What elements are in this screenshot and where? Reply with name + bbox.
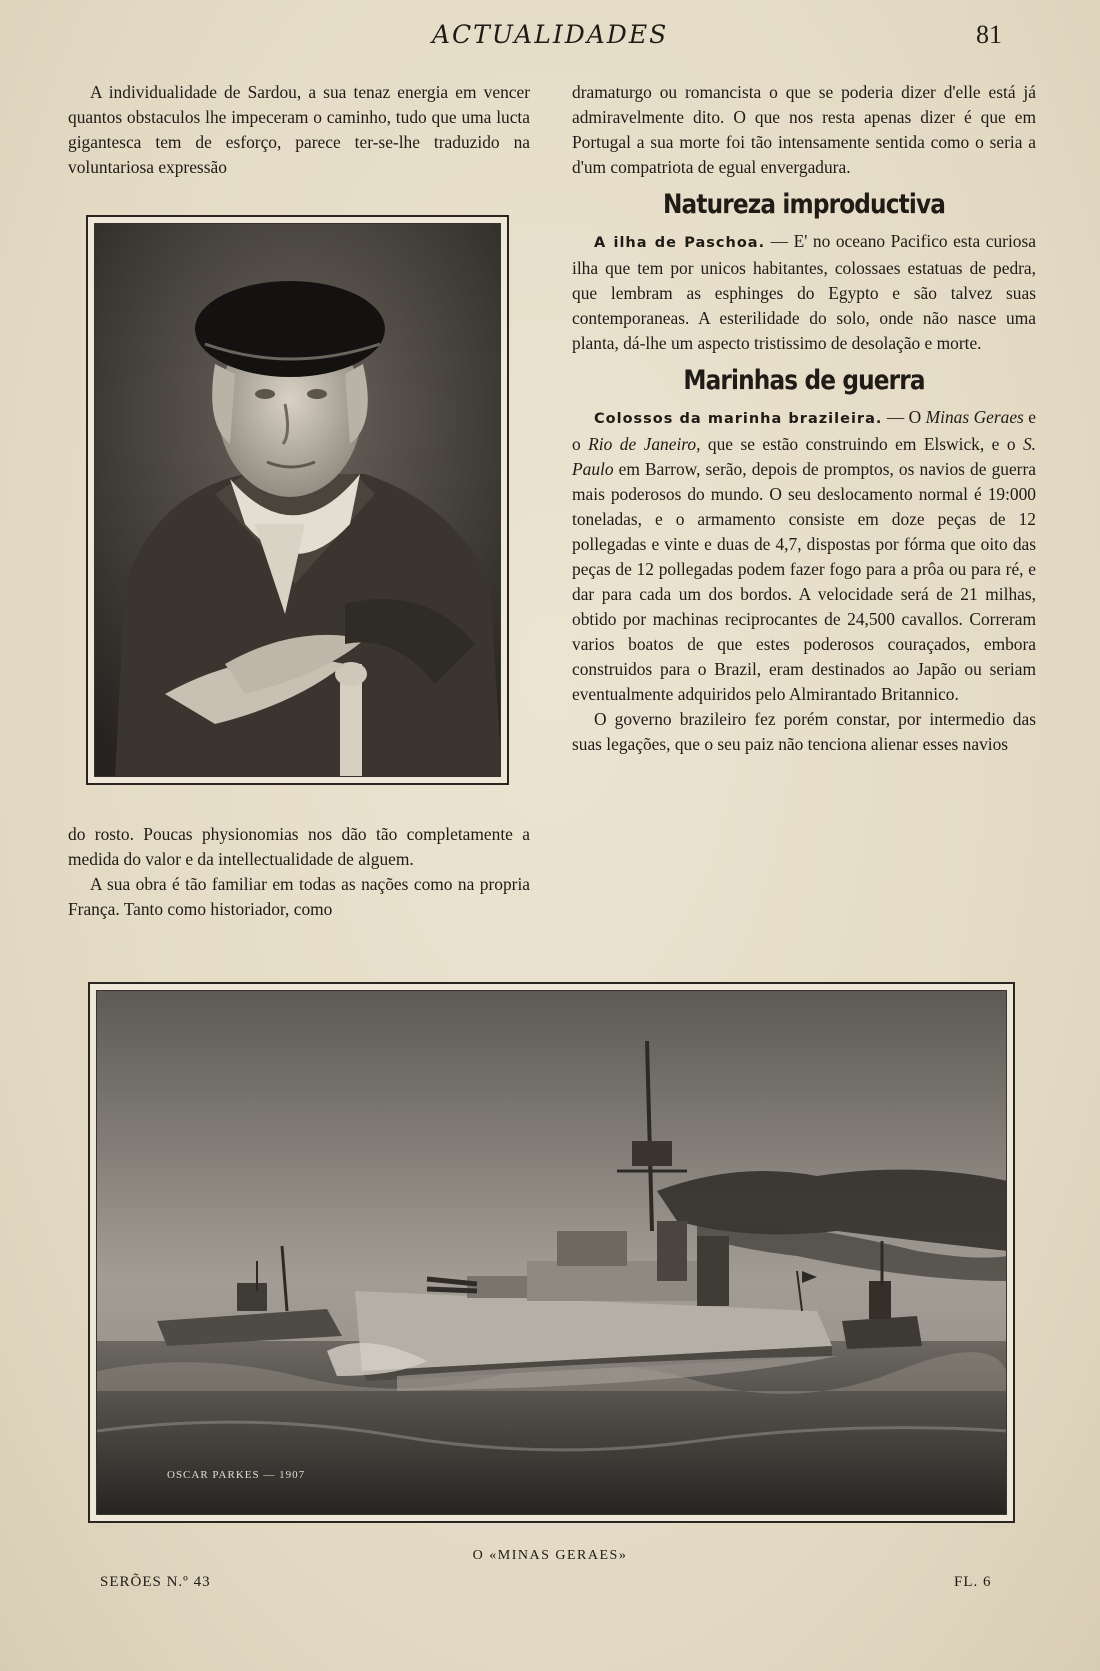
artist-signature: OSCAR PARKES — 1907	[167, 1469, 306, 1481]
sardou-paragraph-2: do rosto. Poucas physionomias nos dão tão completamente a medida do valor e da intellectualidade de alguem.	[68, 824, 530, 869]
minas-geraes-illustration	[97, 991, 1007, 1515]
sardou-portrait	[94, 223, 501, 777]
heading-marinhas: Marinhas de guerra	[683, 365, 925, 396]
right-column	[572, 80, 1036, 757]
colossos-mid: que se estão construindo em Elswick, e o	[700, 434, 1023, 454]
sardou-paragraph-3: A sua obra é tão familiar em todas as nações como na propria França. Tanto como historiador, como	[68, 874, 530, 919]
left-column-bottom	[68, 822, 530, 922]
ship-illustration	[96, 990, 1007, 1515]
sardou-portrait-frame	[86, 215, 509, 785]
ship-caption: O «MINAS GERAES»	[472, 1548, 628, 1563]
colossos-lead: Colossos da marinha brazileira.	[594, 411, 883, 427]
sardou-portrait-image	[95, 224, 501, 777]
ship-illustration-frame	[88, 982, 1015, 1523]
governo-paragraph: O governo brazileiro fez porém constar, por intermedio das suas legações, que o seu paiz não tenciona alienar esses navios	[572, 709, 1036, 754]
footer-issue: SERÕES N.º 43	[100, 1574, 211, 1590]
colossos-body: em Barrow, serão, depois de promptos, os navios de guerra mais poderosos do mundo. O seu deslocamento normal é 19:000 toneladas, e o armamento consiste em doze peças de 12 pollegadas e vinte e duas de 4,7, dispostas por fórma que oito das peças de 12 pollegadas podem fazer fogo para a prôa ou para ré, e dar para cada um dos bordos. A velocidade será de 21 milhas, obtido por machinas reciprocantes de 24,500 cavallos. Correram varios boatos de que estes poderosos couraçados, embora construidos para o Brazil, eram destinados ao Japão ou seriam eventualmente adquiridos pelo Almirantado Britannico.	[572, 459, 1036, 704]
left-column-top	[68, 80, 530, 180]
running-head-title: ACTUALIDADES	[432, 20, 669, 49]
colossos-dash: — O	[882, 407, 926, 427]
footer-sheet: FL. 6	[954, 1574, 992, 1590]
ship-name-sao-paulo: S. Paulo	[572, 434, 1037, 479]
paschoa-body: — E' no oceano Pacifico esta curiosa ilha que tem por unicos habitantes, colossaes estatuas de pedra, que lembram as esphinges do Egypto e são talvez suas contemporaneas. A esterilidade do solo, onde não nasce uma planta, dá-lhe um aspecto tristissimo de desolação e morte.	[572, 231, 1036, 353]
page-number: 81	[976, 20, 1002, 49]
sardou-paragraph-continued: dramaturgo ou romancista o que se poderia dizer d'elle está já admiravelmente dito. O que nos resta apenas dizer é que em Portugal a sua morte foi tão intensamente sentida como o seria a d'um compatriota de egual envergadura.	[572, 82, 1036, 177]
running-head	[0, 20, 1100, 60]
ship-name-minas: Minas Geraes	[925, 407, 1024, 427]
colossos-and: e o	[572, 407, 1036, 454]
colossos-paragraph	[572, 405, 1036, 707]
paschoa-lead: A ilha de Paschoa.	[594, 235, 766, 251]
heading-natureza: Natureza improductiva	[662, 189, 946, 220]
paschoa-paragraph	[572, 229, 1036, 356]
sardou-paragraph-1: A individualidade de Sardou, a sua tenaz energia em vencer quantos obstaculos lhe impeceram o caminho, tudo que uma lucta gigantesca tem de esforço, parece ter-se-lhe traduzido na voluntariosa expressão	[68, 82, 530, 177]
ship-name-rio: Rio de Janeiro,	[588, 434, 701, 454]
